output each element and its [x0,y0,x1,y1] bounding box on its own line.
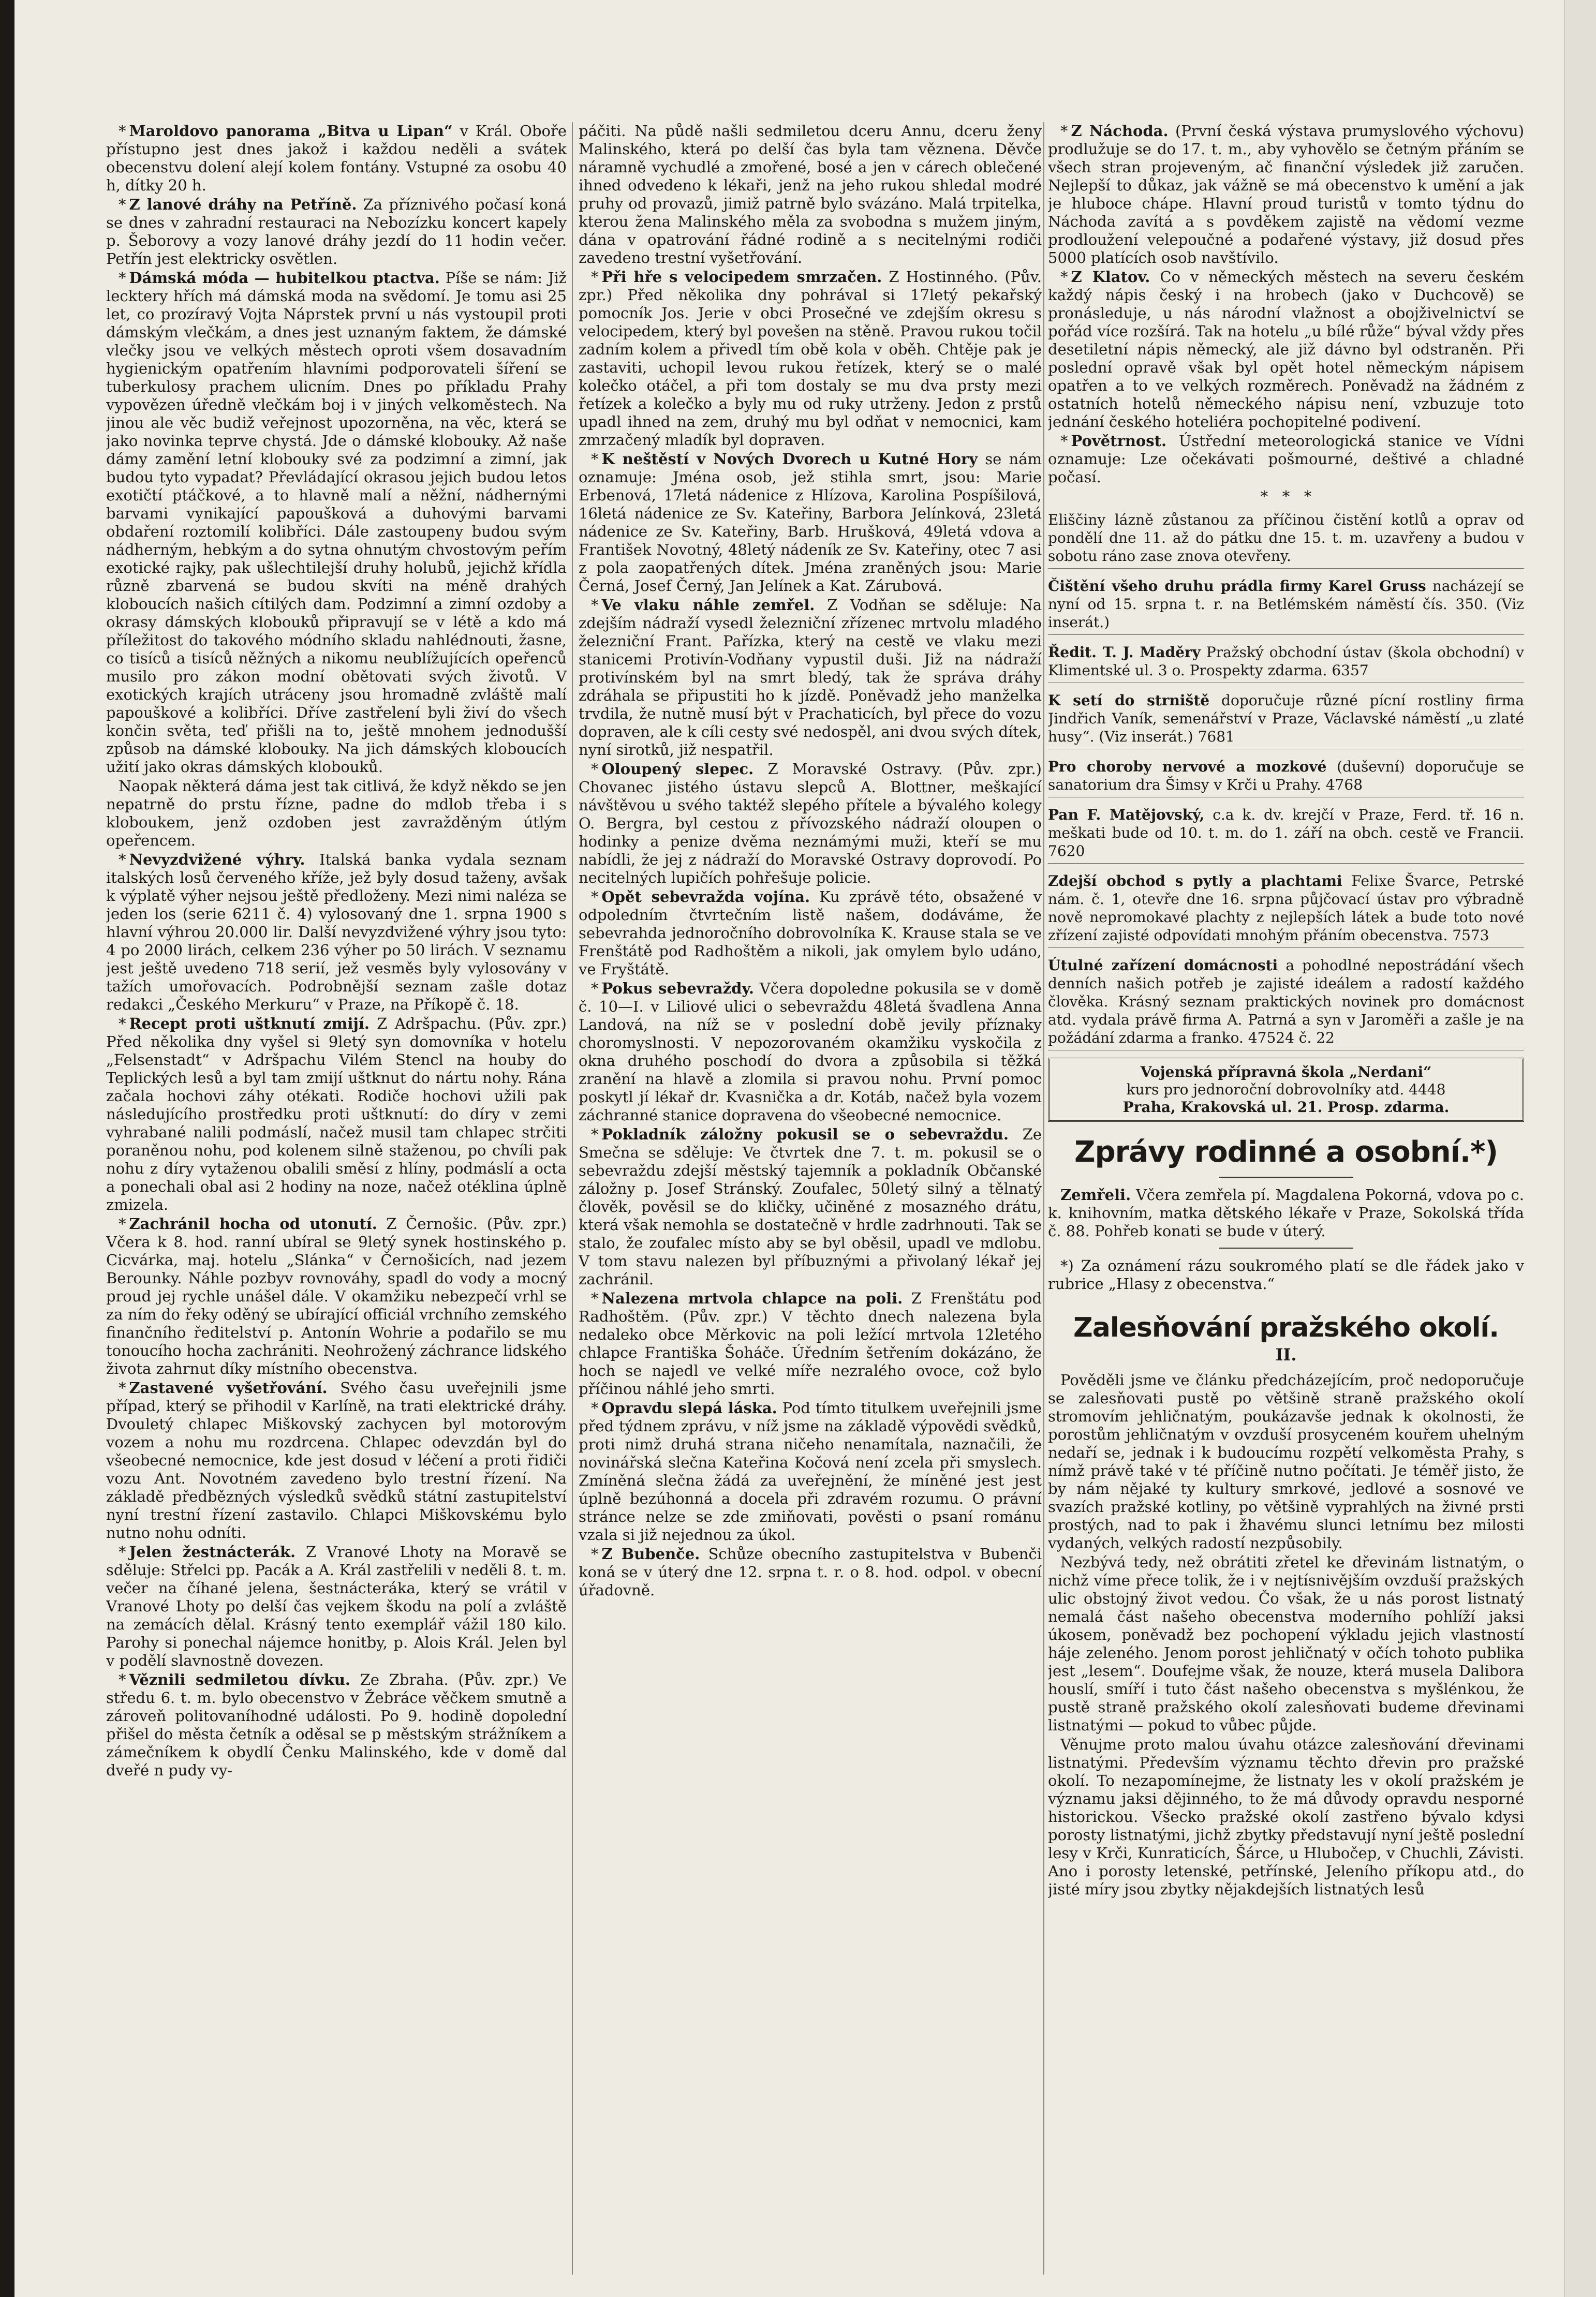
news-item-text: Co v německých městech na severu českém každý nápis český i na hrobech (jako v Duchcově) se pronásleduje, u nás národní vlažnost a obojživelnictví se pořád více rozšírá. Tak na hotelu „u bílé růže“ býval vždy přes desetiletní nápis německý, ale již dávno byl odstraněn. Při poslední opravě však byl opět hotel německým nápisem opatřen a to ve velkých rozměrech. Poněvadž na žádném z ostatních hotelů německého nápisu není, vzbuzuje toto jednání českého hoteliéra pochopitelné podivení. [1048,268,1524,431]
separator-stars: * * * [1260,487,1312,505]
news-item-text: Z Moravské Ostravy. (Pův. zpr.) Chovanec jistého ústavu slepců A. Blottner, meškající návštěvou u svého taktéž slepého přítele a bývalého kolegy O. Bergra, byl cestou z přívozského nádraží oloupen o hodinky a penize dvěma neznámými muži, kteří se mu nabídli, že jej z nádraží do Moravské Ostravy doprovodí. Po necitelných lupičích pohřešuje policie. [579,760,1042,886]
article-paragraph: Pověděli jsme ve článku předcházejícím, proč nedoporučuje se zalesňovati pustě po většině straně pražského okolí stromovím jehličnatým, poukázavše jednak k okolnosti, že porostům jehličnatým v ovzduší prosyceném kouřem uhelným nedaří se, jednak i k budoucímu rozpětí velkoměsta Prahy, s nímž právě také v té příčině nutno počítati. Je téměř jisto, že by nám nějaké ty kultury smrkové, jedlové a sosnové ve svazích pražské kotliny, po většině vyprahlých na živné prsti prostých, nad to pak i žhavému slunci letnímu bez milosti vydaných, velkých radostí nezpůsobily. [1048,1371,1524,1552]
scan-border-right [1564,0,1596,2297]
news-item-heading: Zemřeli. [1060,1186,1131,1204]
article-paragraph: Věnujme proto malou úvahu otázce zalesňování dřevinami listnatými. Především významu těchto dřevin pro pražské okolí. To nezapomínejme, že listnaty les v okolí pražském je významu jaksi dějinného, to že má důvody opravdu nesporné historickou. Všecko pražské okolí zastřeno bývalo kdysi porosty listnatými, jichž zbytky představují nyní ještě poslední lesy v Krči, Kunraticích, Šárce, u Hlubočep, v Chuchli, Závisti. Ano i porosty letenské, petřínské, Jeleního příkopu atd., do jisté míry jsou zbytky nějakdejších listnatých lesů [1048,1736,1524,1898]
news-item-heading: Zastavené vyšetřování. [129,1379,328,1397]
news-item: * Při hře s velocipedem smrzačen. Z Hostinného. (Pův. zpr.) Před několika dny pohrával si 17letý pekařský pomocník Jos. Jerie v obci Prosečné ve zdejším okresu s velocipedem, který byl povešen na stěně. Pravou rukou točil zadním kolem a přivedl tím obě kola v oběh. Chtěje pak je zastaviti, uchopil levou rukou řetízek, který se o malé kolečko otáčel, a při tom dostaly se mu dva prsty mezi řetízek a kolečko a byly mu od ruky utrženy. Jedon z prstů upadl ihned na zem, druhý mu byl odňat v nemocnici, kam zmrzačený mladík byl dopraven. [579,268,1042,449]
article-paragraph: Nezbývá tedy, než obrátiti zřetel ke dřevinám listnatým, o nichž víme přece tolik, že i v nejtísnivějším ovzduší pražských ulic obstojný život vedou. Čo však, že u nás porost listnatý nemalá část našeho obecenstva moderního pohlíží jaksi úkosem, poněvadž bez pochopení výkladu jejich vlastností háje zeleného. Jenom porost jehličnatý v očích tohoto publika jest „lesem“. Doufejme však, že nouze, která musela Dalibora houslí, smíří i tuto část našeho obecenstva s myšlénkou, že pustě straně pražského okolí zalesňovati budeme dřevinami listnatými — pokud to vůbec půjde. [1048,1553,1524,1734]
divider [1219,1248,1353,1249]
column-rule [1043,122,1044,2275]
advertisement-line: Vojenská přípravná škola „Nerdani“ [1140,1063,1432,1080]
news-item-text: Z Hostinného. (Pův. zpr.) Před několika dny pohrával si 17letý pekařský pomocník Jos. Jerie v obci Prosečné ve zdejším okresu s velocipedem, který byl povešen na stěně. Pravou rukou točil zadním kolem a přivedl tím obě kola v oběh. Chtěje pak je zastaviti, uchopil levou rukou řetízek, který se o malé kolečko otáčel, a při tom dostaly se mu dva prsty mezi řetízek a kolečko a byly mu od ruky utrženy. Jedon z prstů upadl ihned na zem, druhý mu byl odňat v nemocnici, kam zmrzačený mladík byl dopraven. [579,268,1042,449]
news-item-text: Z Černošic. (Pův. zpr.) Včera k 8. hod. ranní ubíral se 9letý synek hostinského p. Cicvárka, maj. hotelu „Slánka“ v Černošicích, nad jezem Berounky. Náhle pozbyv rovnováhy, spadl do vody a mocný proud jej rychle unášel dále. V okamžiku nebezpečí vrhl se za ním do řeky oděný se ubírající officiál vrchního zemského finančního ředitelství p. Antonín Wohrie a podařilo se mu tonoucího hocha zachrániti. Neohrožený záchrance lidského života zahrnut díky místního obecenstva. [106,1215,567,1377]
news-item-heading: Jelen žestnácterák. [129,1543,296,1561]
classified-ad [1048,754,1524,797]
news-item: * Opravdu slepá láska. Pod tímto titulkem uveřejnili jsme před týdnem zprávu, v níž jsme na základě výpovědi svědků, proti nimž druhá strana ničeho nenamítala, naznačili, že novinářská slečna Kateřina Kočová není zcela při smyslech. Zmíněná slečna žádá za uveřejnění, že míněné jest jest úplně bezúhonná a docela při zdravém rozumu. O právní stránce nelze se zde zmiňovati, pověsti o psaní románu vzala si již nejednou za úkol. [579,1399,1042,1544]
classified-ad [1048,640,1524,683]
news-item-text: Z Vranové Lhoty na Moravě se sděluje: Střelci pp. Pacák a A. Král zastřelili v neděli 8. t. m. večer na číhané jelena, šestnácteráka, který se vrátil v Vranové Lhoty po delší čas vejkem škodu na polí a zvláště na zemácích dělal. Krásný tento exemplář vážil 180 kilo. Parohy si ponechal nájemce honitby, p. Alois Král. Jelen byl v podělí slavnostně dovezen. [106,1543,567,1669]
classified-heading: Ředit. T. J. Maděry [1048,644,1201,661]
news-item-heading: Oloupený slepec. [601,760,754,778]
column-right [1048,122,1524,2275]
classified-text: a pohodlné nepostrádání všech denních našich potřeb je zajisté ideálem a radostí každého člověka. Krásný seznam praktických novinek pro domácnost atd. vydala právě firma A. Patrná a syn v Jaroměři a zašle je na požádání zdarma a franko. 47524 č. 22 [1048,957,1524,1046]
advertisement-line: Praha, Krakovská ul. 21. Prosp. zdarma. [1122,1099,1450,1116]
news-item: * Povětrnost. Ústřední meteorologická stanice ve Vídni oznamuje: Lze očekávati pošmourné, deštivé a chladné počasí. [1048,432,1524,486]
news-item-heading: Zachránil hocha od utonutí. [129,1215,377,1233]
advertisement-line: kurs pro jednoroční dobrovolníky atd. 4448 [1126,1081,1446,1098]
news-item-heading: Dámská móda — hubitelkou ptactva. [129,269,440,287]
news-item-text: Z Frenštátu pod Radhoštěm. (Pův. zpr.) V těchto dnech nalezena byla nedaleko obce Měrkovic na poli ležící mrtvola 12letého chlapce Františka Šoháče. Úředním šetřením dokázáno, že hoch se najedl ve velké míře nezralého ovoce, což bylo příčinou náhlé jeho smrti. [579,1290,1042,1398]
news-item: * Recept proti uštknutí zmijí. Z Adršpachu. (Pův. zpr.) Před několika dny vyšel si 9letý syn domovníka v hotelu „Felsenstadt“ v Adršpachu Vilém Stencl na houby do Teplických lesů a byl tam zmijí uštknut do nártu nohy. Rána začala hochovi záhy otékati. Rodiče hochovi užili pak následujícího prostředku proti uštknutí: do díry v zemi vyhrabané nalili podmáslí, načež musil tam chlapec strčiti poraněnou nohu, pod kolenem silně staženou, po chvíli pak nohu z díry vytaženou obalili směsí z hlíny, podmáslí a octa a ponechali obal asi 2 hodiny na noze, načež otéklina úplně zmizela. [106,1015,567,1213]
news-item: * Pokus sebevraždy. Včera dopoledne pokusila se v domě č. 10—I. v Liliové ulici o sebevraždu 48letá švadlena Anna Landová, na níž se v poslední době jevily příznaky choromyslnosti. V nepozorovaném okamžiku vyskočila z okna druhého poschodí do dvora a způsobila si těžká zranění na hlavě a zlomila si pravou nohu. První pomoc poskytl jí lékař dr. Kvasnička a dr. Kotáb, načež byla vozem záchranné stanice dopravena do všeobecné nemocnice. [579,980,1042,1124]
classified-text: c.a k. dv. krejčí v Praze, Ferd. tř. 16 n. meškati bude od 10. t. m. do 1. září na obch. cestě ve Francii. 7620 [1048,806,1524,859]
classified-heading: K setí do strniště [1048,692,1210,709]
news-item: * Zastavené vyšetřování. Svého času uveřejnili jsme případ, který se přihodil v Karlíně, na trati elektrické dráhy. Dvouletý chlapec Miškovský zachycen byl motorovým vozem a nohu mu rozdrcena. Chlapec odevzdán byl do všeobecné nemocnice, kde jest dosud v léčení a proti řidiči vozu Ant. Novotném zavedeno bylo trestní řízení. Na základě předbězných výsledků svědků státní zastupitelství nyní trestní řízení zastavilo. Chlapci Miškovskému bylo nutno nohu odníti. [106,1379,567,1542]
news-item: * K neštěstí v Nových Dvorech u Kutné Hory se nám oznamuje: Jména osob, jež stihla smrt, jsou: Marie Erbenová, 17letá nádenice z Hlízova, Karolina Pospíšilová, 16letá nádenice ze Sv. Kateřiny, Barbora Jelínková, 23letá nádenice ze Sv. Kateřiny, Barb. Hrušková, 49letá vdova a František Novotný, 48letý nádeník ze Sv. Kateřiny, otec 7 asi z pola zaopatřených dítek. Jména zraněných jsou: Marie Černá, Josef Černý, Jan Jelínek a Kat. Zárubová. [579,450,1042,595]
news-item-text: Píše se nám: Již lecktery hřích má dámská moda na svědomí. Je tomu asi 25 let, co prozíravý Vojta Náprstek první u nás vystoupil proti dámským vlečkám, a dnes jest uznaným faktem, že dámské vlečky jsou ve velkých městech oproti všem dosavadním hygienickým opatřením hlavními podporovateli šíření se tuberkulosy prachem ulicním. Dnes po příkladu Prahy vypovězen úředně vlečkám boj i v jiných velkoměstech. Na jinou ale věc budiž veřejnost upozorněna, na věc, která se jako novinka teprve chystá. Jde o dámské klobouky. Až naše dámy zamění letní klobouky své za podzimní a zimní, jak budou tyto vypadat? Převládající okrasou jejich budou letos exotičtí ptáčkové, a to hlavně malí a něžní, nádhernými barvami vynikající papoušková a duhovými barvami obdaření roztomilí kolibříci. Dále zastoupeny budou svým nádherným, hebkým a do sytna ohnutým chvostovým peřím exotické rajky, pak ušlechtilejší druhy holubů, jejichž křídla různě zbarvená se budou skvíti na méně drahých kloboucích našich cítilých dam. Podzimní a zimní ozdoby a okrasy dámských klobouků připravují se v létě a kdo má příležitost do takového módního skladu nahlédnouti, žasne, co tisíců a tisíců něžných a nikomu neublížujících opeřenců musilo pro zákon modní obětovati svých životů. V exotických krajích utráceny jsou hromadně zvláště malí papouškové a kolibříci. Dříve zastřelení byli živí do všech končin světa, teď přišli na to, ještě mnohem jednodušší způsob na dámské klobouky. Na jich dámských kloboucích užití jako okras dámských klobouků. [106,269,567,776]
news-item-text: Pod tímto titulkem uveřejnili jsme před týdnem zprávu, v níž jsme na základě výpovědi svědků, proti nimž druhá strana ničeho nenamítala, naznačili, že novinářská slečna Kateřina Kočová není zcela při smyslech. Zmíněná slečna žádá za uveřejnění, že míněné jest jest úplně bezúhonná a docela při zdravém rozumu. O právní stránce nelze se zde zmiňovati, pověsti o psaní románu vzala si již nejednou za úkol. [579,1399,1042,1544]
classified-text: nacházejí se nyní od 15. srpna t. r. na Betlémském náměstí čís. 350. (Viz inserát.) [1048,577,1524,631]
news-item-heading: Opět sebevražda vojína. [601,888,810,906]
news-item: * Z Náchoda. (První česká výstava prumyslového výchovu) prodlužuje se do 17. t. m., aby vyhovělo se četným přáním se všech stran projeveným, ač finanční výsledek již zaručen. Nejlepší to důkaz, jak vážně se má obecenstvo k umění a jak je hluboce chápe. Hlavní proud turistů v tomto týdnu do Náchoda zavítá a s povděkem zajistě na vědomí vezme prodloužení velepoučné a podařené výstavy, již dosud přes 5000 platících osob navštívilo. [1048,122,1524,266]
section-title-afforestation: Zalesňování pražského okolí. [1073,1312,1499,1343]
news-item-text: Ze Smečna se sděluje: Ve čtvrtek dne 7. t. m. pokusil se o sebevraždu zdejší městský tajemník a pokladník Občanské záložny p. Josef Stránský. Zoufalec, 50letý silný a tělnatý člověk, pověsil se do kličky, učiněné z mosazného drátu, která však nemohla se dostatečně v hrdle zadrhnouti. Tak se stalo, že zoufalec místo aby se byl oběsil, upadl ve mdlobu. V tom stavu nalezen byl příbuznými a přivolaný lékař jej zachránil. [579,1125,1042,1288]
news-item-text: v Král. Oboře přístupno jest dnes jakož i každou neděli a svátek obecenstvu dolení alejí kolem fontány. Vstupné za osobu 40 h, dítky 20 h. [106,122,567,194]
classified-ad [1048,803,1524,864]
news-item-text: Z Adršpachu. (Pův. zpr.) Před několika dny vyšel si 9letý syn domovníka v hotelu „Felsenstadt“ v Adršpachu Vilém Stencl na houby do Teplických lesů a byl tam zmijí uštknut do nártu nohy. Rána začala hochovi záhy otékati. Rodiče hochovi užili pak následujícího prostředku proti uštknutí: do díry v zemi vyhrabané nalili podmáslí, načež musil tam chlapec strčiti poraněnou nohu, pod kolenem silně staženou, po chvíli pak nohu z díry vytaženou obalili směsí z hlíny, podmáslí a octa a ponechali obal asi 2 hodiny na noze, načež otéklina úplně zmizela. [106,1015,567,1213]
news-item: * Věznili sedmiletou dívku. Ze Zbraha. (Pův. zpr.) Ve středu 6. t. m. bylo obecenstvo v Žebráce věčkem smutně a zároveň politovaníhodné události. Po 9. hodině dopolední přišel do města četník a oděsal se p městským strážníkem a zámečníkem k obydlí Čenku Malinského, kde v domě dal dveřé n pudy vy- [106,1671,567,1779]
news-item: * Ve vlaku náhle zemřel. Z Vodňan se sděluje: Na zdejším nádraží vysedl železniční zřízenec mrtvolu mladého železniční Frant. Pařízka, který na cestě ve vlaku mezi stanicemi Protivín-Vodňany vypustil duši. Již na nádraží protivínském byl na smrt bledý, tak že správa dráhy zdráhala se připustiti ho k jízdě. Poněvadž jeho manželka trvdila, že nutně musí být v Prachaticích, byl přece do vozu dopraven, ale k cíli cesty své nedospěl, ani dvou svých dítek, nyní sirotků, již nespatřil. [579,596,1042,759]
news-item: * Oloupený slepec. Z Moravské Ostravy. (Pův. zpr.) Chovanec jistého ústavu slepců A. Blottner, meškající návštěvou u svého taktéž slepého přítele a bývalého kolegy O. Bergra, byl cestou z přívozského nádraží oloupen o hodinky a penize dvěma neznámými muži, kteří se mu nabídli, že jej z nádraží do Moravské Ostravy doprovodí. Po necitelných lupičích pohřešuje policie. [579,760,1042,886]
section-part-number: II. [1275,1345,1297,1365]
news-item-heading: Opravdu slepá láska. [601,1399,777,1417]
column-left [106,122,567,2275]
news-item-heading: Maroldovo panorama „Bitva u Lipan“ [129,122,453,140]
classified-ad [1048,953,1524,1050]
news-item-text: Schůze obecního zastupitelstva v Bubenči koná se v úterý dne 12. srpna t. r. o 8. hod. odpol. v obecní úřadovně. [579,1545,1042,1599]
section-title-family-news: Zprávy rodinné a osobní.*) [1074,1135,1498,1169]
news-item-heading: Z Náchoda. [1071,122,1169,140]
news-item-text: Svého času uveřejnili jsme případ, který se přihodil v Karlíně, na trati elektrické dráhy. Dvouletý chlapec Miškovský zachycen byl motorovým vozem a nohu mu rozdrcena. Chlapec odevzdán byl do všeobecné nemocnice, kde jest dosud v léčení a proti řidiči vozu Ant. Novotném zavedeno bylo trestní řízení. Na základě předbězných výsledků svědků státní zastupitelství nyní trestní řízení zastavilo. Chlapci Miškovskému bylo nutno nohu odníti. [106,1379,567,1542]
news-item: * Nalezena mrtvola chlapce na poli. Z Frenštátu pod Radhoštěm. (Pův. zpr.) V těchto dnech nalezena byla nedaleko obce Měrkovic na poli ležící mrtvola 12letého chlapce Františka Šoháče. Úředním šetřením dokázáno, že hoch se najedl ve velké míře nezralého ovoce, což bylo příčinou náhlé jeho smrti. [579,1290,1042,1398]
classified-heading: Útulné zařízení domácnosti [1048,957,1278,974]
news-item-heading: K neštěstí v Nových Dvorech u Kutné Hory [601,450,978,468]
news-item-heading: Z lanové dráhy na Petříně. [129,196,357,213]
news-item-continued: Naopak některá dáma jest tak citlivá, že když někdo se jen nepatrně do prstu řízne, padne do mdlob třeba i s kloboukem, jenž ozdoben jest zavražděným útlým opeřencem. [106,777,567,849]
classified-ad [1048,869,1524,948]
classified-heading: Čištění všeho druhu prádla firmy Karel Gruss [1048,577,1426,595]
news-item-heading: Z Bubenče. [601,1545,700,1563]
classified-ad [1048,574,1524,635]
news-item-text: Včera dopoledne pokusila se v domě č. 10—I. v Liliové ulici o sebevraždu 48letá švadlena Anna Landová, na níž se v poslední době jevily příznaky choromyslnosti. V nepozorovaném okamžiku vyskočila z okna druhého poschodí do dvora a způsobila si těžká zranění na hlavě a zlomila si pravou nohu. První pomoc poskytl jí lékař dr. Kvasnička a dr. Kotáb, načež byla vozem záchranné stanice dopravena do všeobecné nemocnice. [579,980,1042,1124]
column-rule [572,122,573,2275]
news-item: * Pokladník záložny pokusil se o sebevraždu. Ze Smečna se sděluje: Ve čtvrtek dne 7. t. m. pokusil se o sebevraždu zdejší městský tajemník a pokladník Občanské záložny p. Josef Stránský. Zoufalec, 50letý silný a tělnatý člověk, pověsil se do kličky, učiněné z mosazného drátu, která však nemohla se dostatečně v hrdle zadrhnouti. Tak se stalo, že zoufalec místo aby se byl oběsil, upadl ve mdlobu. V tom stavu nalezen byl příbuznými a přivolaný lékař jej zachránil. [579,1125,1042,1288]
news-item-text: Ze Zbraha. (Pův. zpr.) Ve středu 6. t. m. bylo obecenstvo v Žebráce věčkem smutně a zároveň politovaníhodné události. Po 9. hodině dopolední přišel do města četník a oděsal se p městským strážníkem a zámečníkem k obydlí Čenku Malinského, kde v domě dal dveřé n pudy vy- [106,1671,567,1779]
scan-border-left [0,0,14,2297]
footnote: *) Za oznámení rázu soukromého platí se dle řádek jako v rubrice „Hlasy z obecenstva.“ [1048,1257,1524,1293]
advertisement-box [1048,1058,1524,1122]
news-item-heading: Nalezena mrtvola chlapce na poli. [601,1290,903,1307]
classified-ad [1048,688,1524,749]
news-item: * Dámská móda — hubitelkou ptactva. Píše se nám: Již lecktery hřích má dámská moda na svědomí. Je tomu asi 25 let, co prozíravý Vojta Náprstek první u nás vystoupil proti dámským vlečkám, a dnes jest uznaným faktem, že dámské vlečky jsou ve velkých městech oproti všem dosavadním hygienickým opatřením hlavními podporovateli šíření se tuberkulosy prachem ulicním. Dnes po příkladu Prahy vypovězen úředně vlečkám boj i v jiných velkoměstech. Na jinou ale věc budiž veřejnost upozorněna, na věc, která se jako novinka teprve chystá. Jde o dámské klobouky. Až naše dámy zamění letní klobouky své za podzimní a zimní, jak budou tyto vypadat? Převládající okrasou jejich budou letos exotičtí ptáčkové, a to hlavně malí a něžní, nádhernými barvami vynikající papoušková a duhovými barvami obdaření roztomilí kolibříci. Dále zastoupeny budou svým nádherným, hebkým a do sytna ohnutým chvostovým peřím exotické rajky, pak ušlechtilejší druhy holubů, jejichž křídla různě zbarvená se budou skvíti na méně drahých kloboucích našich cítilých dam. Podzimní a zimní ozdoby a okrasy dámských klobouků připravují se v létě a kdo má příležitost do takového módního skladu nahlédnouti, žasne, co tisíců a tisíců něžných a nikomu neublížujících opeřenců musilo pro zákon modní obětovati svých životů. V exotických krajích utráceny jsou hromadně zvláště malí papouškové a kolibříci. Dříve zastřelení byli živí do všech končin světa, teď přišli na to, ještě mnohem jednodušší způsob na dámské klobouky. Na jich dámských kloboucích užití jako okras dámských klobouků. [106,269,567,776]
news-item-text: Ku zprávě této, obsažené v odpoledním čtvrtečním listě našem, dodáváme, že sebevrahda jednoročního dobrovolníka K. Krause stala se ve Frenštátě pod Radhoštěm a nikoli, jak omylem bylo udáno, ve Fryštátě. [579,888,1042,978]
classified-heading: Pan F. Matějovský, [1048,806,1205,823]
column-middle [579,122,1042,2275]
classified-text: Felixe Švarce, Petrské nám. č. 1, otevře dne 16. srpna půjčovací ústav pro výbradně nově nepromokavé plachty z nejlepších látek a bude toto nové zřízení zajisté odpovídati mnohým přáním obecenstva. 7573 [1048,872,1524,944]
news-item-heading: Pokus sebevraždy. [601,980,754,997]
news-item-text: Včera zemřela pí. Magdalena Pokorná, vdova po c. k. knihovním, matka dětského lékaře v Praze, Sokolská třída č. 88. Pohřeb konati se bude v úterý. [1048,1186,1524,1240]
news-item-heading: Ve vlaku náhle zemřel. [601,596,815,614]
classified-text: (duševní) doporučuje se sanatorium dra Šimsy v Krči u Prahy. 4768 [1048,758,1524,793]
news-item-heading: Recept proti uštknutí zmijí. [129,1015,370,1032]
news-item: * Z lanové dráhy na Petříně. Za příznivého počasí koná se dnes v zahradní restauraci na Nebozízku koncert kapely p. Šeborovy a vozy lanové dráhy jezdí do 11 hodin večer. Petřín jest elektricky osvětlen. [106,196,567,268]
news-item: * Nevyzdvižené výhry. Italská banka vydala seznam italských losů červeného kříže, jež byly dosud taženy, avšak k výplatě výher nejsou ještě předloženy. Mezi nimi naléza se jeden los (serie 6211 č. 4) vylosovaný dne 1. srpna 1900 s hlavní výhrou 20.000 lir. Další nevyzdvižené výhry jsou tyto: 4 po 2000 lirách, celkem 236 výher po 50 lirách. V seznamu jest ještě uvedeno 718 serií, jež vesměs byly vylosovány v tažích umořovacích. Podrobnější seznam zašle dotaz redakci „Českého Merkuru“ v Praze, na Příkopě č. 18. [106,851,567,1013]
news-item-continued: páčiti. Na půdě našli sedmiletou dceru Annu, dceru ženy Malinského, která po delší čas byla tam věznena. Děvče náramně vychudlé a zmořené, bosé a jen v cárech oblečené ihned odvedeno k lékaři, jenž na jeho rukou shledal modré pruhy od provazů, jimiž patrně bylo svázáno. Malá trpitelka, kterou žena Malinského měla za svobodna s mužem jiným, dána v opatrování řádné rodině a s necitelnými rodiči zavedeno trestní vyšetřování. [579,122,1042,266]
news-item-heading: Povětrnost. [1071,432,1167,450]
news-item-text: (První česká výstava prumyslového výchovu) prodlužuje se do 17. t. m., aby vyhovělo se četným přáním se všech stran projeveným, ač finanční výsledek již zaručen. Nejlepší to důkaz, jak vážně se má obecenstvo k umění a jak je hluboce chápe. Hlavní proud turistů v tomto týdnu do Náchoda zavítá a s povděkem zajistě na vědomí vezme prodloužení velepoučné a podařené výstavy, již dosud přes 5000 platících osob navštívilo. [1048,122,1524,266]
news-item-heading: Z Klatov. [1071,268,1150,286]
news-item: * Opět sebevražda vojína. Ku zprávě této, obsažené v odpoledním čtvrtečním listě našem, dodáváme, že sebevrahda jednoročního dobrovolníka K. Krause stala se ve Frenštátě pod Radhoštěm a nikoli, jak omylem bylo udáno, ve Fryštátě. [579,888,1042,978]
classified-heading: Pro choroby nervové a mozkové [1048,758,1327,775]
news-item-text: Italská banka vydala seznam italských losů červeného kříže, jež byly dosud taženy, avšak k výplatě výher nejsou ještě předloženy. Mezi nimi naléza se jeden los (serie 6211 č. 4) vylosovaný dne 1. srpna 1900 s hlavní výhrou 20.000 lir. Další nevyzdvižené výhry jsou tyto: 4 po 2000 lirách, celkem 236 výher po 50 lirách. V seznamu jest ještě uvedeno 718 serií, jež vesměs byly vylosovány v tažích umořovacích. Podrobnější seznam zašle dotaz redakci „Českého Merkuru“ v Praze, na Příkopě č. 18. [106,851,567,1013]
classified-heading: Zdejší obchod s pytly a plachtami [1048,872,1342,890]
news-item: * Z Bubenče. Schůze obecního zastupitelstva v Bubenči koná se v úterý dne 12. srpna t. r. o 8. hod. odpol. v obecní úřadovně. [579,1545,1042,1599]
news-item: * Z Klatov. Co v německých městech na severu českém každý nápis český i na hrobech (jako v Duchcově) se pronásleduje, u nás národní vlažnost a obojživelnictví se pořád více rozšírá. Tak na hotelu „u bílé růže“ býval vždy přes desetiletní nápis německý, ale již dávno byl odstraněn. Při poslední opravě však byl opět hotel německým nápisem opatřen a to ve velkých rozměrech. Poněvadž na žádném z ostatních hotelů německého nápisu není, vzbuzuje toto jednání českého hoteliéra pochopitelné podivení. [1048,268,1524,431]
notice-bath: Eliščiny lázně zůstanou za příčinou čistění kotlů a oprav od pondělí dne 11. až do pátku dne 15. t. m. uzavřeny a budou v sobotu ráno zase znova otevřeny. [1048,508,1524,569]
news-item-text: se nám oznamuje: Jména osob, jež stihla smrt, jsou: Marie Erbenová, 17letá nádenice z Hlízova, Karolina Pospíšilová, 16letá nádenice ze Sv. Kateřiny, Barbora Jelínková, 23letá nádenice ze Sv. Kateřiny, Barb. Hrušková, 49letá vdova a František Novotný, 48letý nádeník ze Sv. Kateřiny, otec 7 asi z pola zaopatřených dítek. Jména zraněných jsou: Marie Černá, Josef Černý, Jan Jelínek a Kat. Zárubová. [579,450,1042,595]
news-item: * Zachránil hocha od utonutí. Z Černošic. (Pův. zpr.) Včera k 8. hod. ranní ubíral se 9letý synek hostinského p. Cicvárka, maj. hotelu „Slánka“ v Černošicích, nad jezem Berounky. Náhle pozbyv rovnováhy, spadl do vody a mocný proud jej rychle unášel dále. V okamžiku nebezpečí vrhl se za ním do řeky oděný se ubírající officiál vrchního zemského finančního ředitelství p. Antonín Wohrie a podařilo se mu tonoucího hocha zachrániti. Neohrožený záchrance lidského života zahrnut díky místního obecenstva. [106,1215,567,1377]
classified-text: doporučuje různé pícní rostliny firma Jindřich Vaník, semenářství v Praze, Václavské náměstí „u zlaté husy“. (Viz inserát.) 7681 [1048,692,1524,745]
classified-text: Pražský obchodní ústav (škola obchodní) v Klimentské ul. 3 o. Prospekty zdarma. 6357 [1048,644,1524,679]
news-item-heading: Věznili sedmiletou dívku. [129,1671,350,1688]
news-item-heading: Nevyzdvižené výhry. [129,851,305,868]
news-item: * Jelen žestnácterák. Z Vranové Lhoty na Moravě se sděluje: Střelci pp. Pacák a A. Král zastřelili v neděli 8. t. m. večer na číhané jelena, šestnácteráka, který se vrátil v Vranové Lhoty po delší čas vejkem škodu na polí a zvláště na zemácích dělal. Krásný tento exemplář vážil 180 kilo. Parohy si ponechal nájemce honitby, p. Alois Král. Jelen byl v podělí slavnostně dovezen. [106,1543,567,1669]
divider [1219,1177,1353,1178]
news-item-heading: Při hře s velocipedem smrzačen. [601,268,882,286]
news-item-text: Z Vodňan se sděluje: Na zdejším nádraží vysedl železniční zřízenec mrtvolu mladého železniční Frant. Pařízka, který na cestě ve vlaku mezi stanicemi Protivín-Vodňany vypustil duši. Již na nádraží protivínském byl na smrt bledý, tak že správa dráhy zdráhala se připustiti ho k jízdě. Poněvadž jeho manželka trvdila, že nutně musí být v Prachaticích, byl přece do vozu dopraven, ale k cíli cesty své nedospěl, ani dvou svých dítek, nyní sirotků, již nespatřil. [579,596,1042,759]
news-item: * Maroldovo panorama „Bitva u Lipan“ v Král. Oboře přístupno jest dnes jakož i každou neděli a svátek obecenstvu dolení alejí kolem fontány. Vstupné za osobu 40 h, dítky 20 h. [106,122,567,194]
news-item [1048,1186,1524,1240]
news-item-text: Ústřední meteorologická stanice ve Vídni oznamuje: Lze očekávati pošmourné, deštivé a chladné počasí. [1048,432,1524,486]
news-item-text: Za příznivého počasí koná se dnes v zahradní restauraci na Nebozízku koncert kapely p. Šeborovy a vozy lanové dráhy jezdí do 11 hodin večer. Petřín jest elektricky osvětlen. [106,196,567,268]
news-item-heading: Pokladník záložny pokusil se o sebevraždu. [601,1125,1009,1143]
